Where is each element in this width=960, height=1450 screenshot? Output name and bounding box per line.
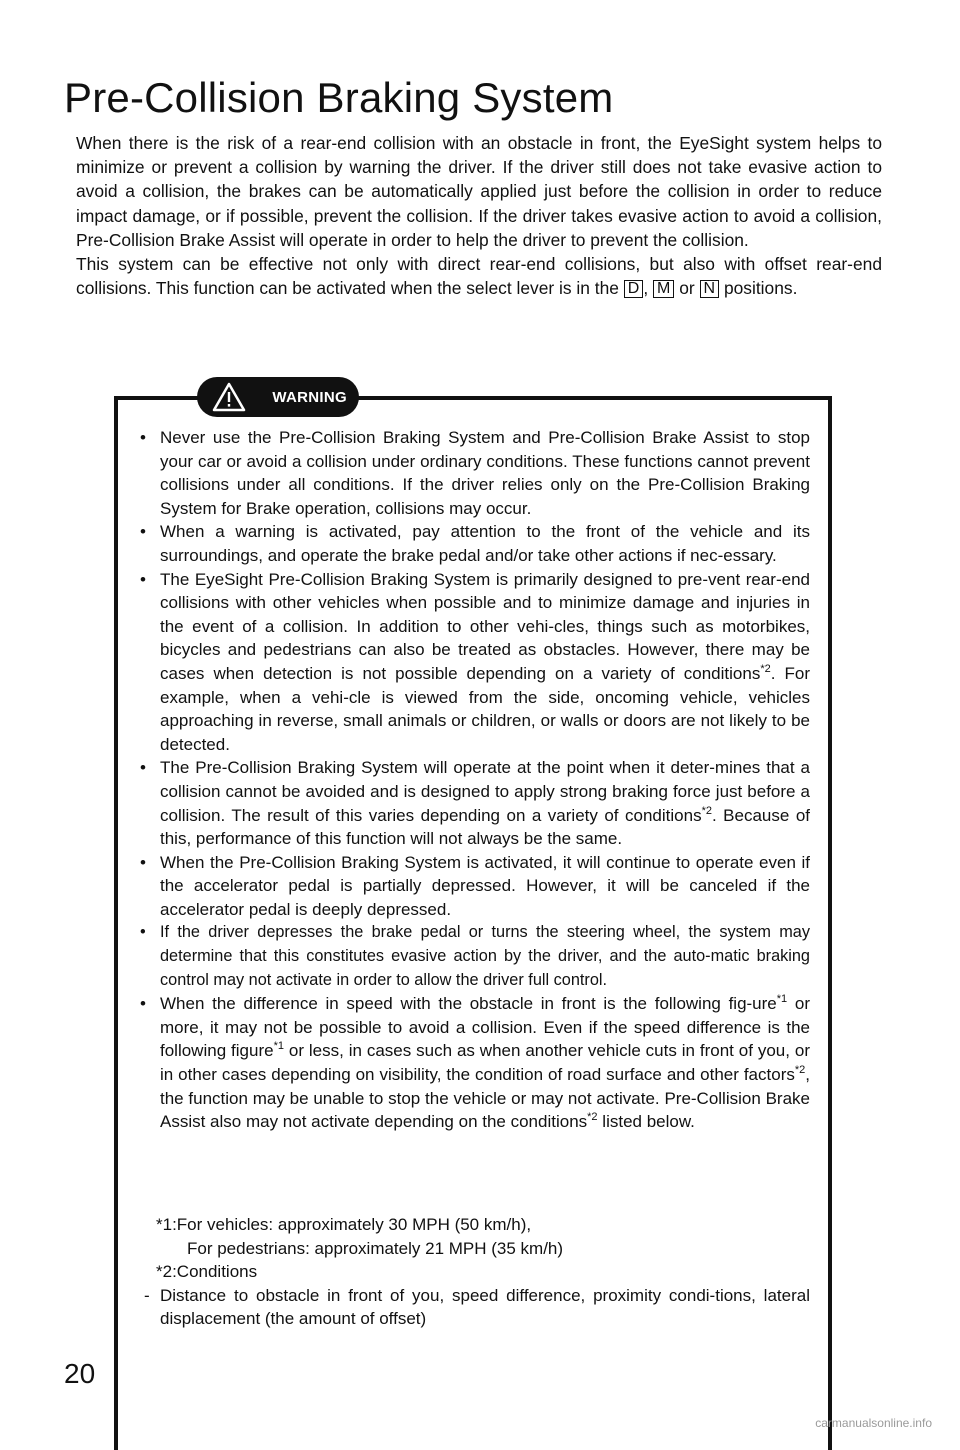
lever-m-symbol: M bbox=[653, 280, 674, 298]
warning-item-text: , the function may be unable to stop the vehicle or may not activate. Pre-Collision Brake Assist also may not activate depending on the conditions bbox=[160, 1065, 810, 1132]
bullet: • bbox=[140, 923, 146, 942]
warning-item-text: . For example, when a vehi-cle is viewed from the side, oncoming vehicle, vehicles approaching in reverse, small animals or children, or walls or doors are not likely to be detected. bbox=[160, 663, 810, 754]
warning-item bbox=[140, 756, 810, 850]
bullet: • bbox=[140, 758, 146, 778]
warning-item-text: If the driver depresses the brake pedal or turns the steering wheel, the system may determine that this constitutes evasive action by the driver, and the auto-matic braking control may not activate in order to allow the driver full control. bbox=[160, 923, 810, 989]
footnote-ref: *2 bbox=[701, 804, 712, 817]
dash: - bbox=[144, 1285, 150, 1305]
warning-triangle-icon bbox=[211, 381, 247, 413]
warning-item bbox=[140, 520, 810, 567]
warning-item-text: . Because of this, performance of this function will not always be the same. bbox=[160, 805, 810, 849]
intro-paragraph: When there is the risk of a rear-end collision with an obstacle in front, the EyeSight system helps to minimize or prevent a collision by warning the driver. If the driver still does not take evasive action to avoid a collision, the brakes can be automatically applied just before the collision in order to reduce impact damage, or if possible, prevent the collision. If the driver takes evasive action to avoid a collision, Pre-Collision Brake Assist will operate in order to help the driver to prevent the collision. bbox=[76, 133, 882, 250]
warning-item bbox=[140, 921, 810, 992]
intro-paragraph-lever bbox=[76, 252, 882, 300]
condition-text: Distance to obstacle in front of you, speed difference, proximity condi-tions, lateral displacement (the amount of offset) bbox=[160, 1285, 810, 1329]
page-title: Pre-Collision Braking System bbox=[64, 74, 614, 121]
comma: , bbox=[643, 278, 649, 299]
warning-item-text: or less, in cases such as when another vehicle cuts in front of you, or in other cases depending on visibility, the condition of road surface and other factors bbox=[160, 1041, 810, 1085]
lever-n-symbol: N bbox=[700, 280, 720, 298]
intro-text bbox=[76, 131, 882, 300]
warning-item-text: or more, it may not be possible to avoid a collision. Even if the speed difference is the following figure bbox=[160, 994, 810, 1061]
warning-item-text: listed below. bbox=[597, 1112, 695, 1132]
footnote-ref: *1 bbox=[273, 1040, 284, 1053]
bullet: • bbox=[140, 428, 146, 447]
warning-label: WARNING bbox=[272, 388, 347, 406]
warning-item-text: Never use the Pre-Collision Braking System and Pre-Collision Brake Assist to stop your car or avoid a collision under ordinary conditions. These functions cannot prevent collisions under all conditions. If the driver relies only on the Pre-Collision Braking System for Brake operation, collisions may occur. bbox=[160, 428, 810, 518]
warning-item-text: When the difference in speed with the obstacle in front is the following fig-ure bbox=[160, 994, 777, 1014]
footnote-1: *1:For vehicles: approximately 30 MPH (50 km/h), bbox=[156, 1215, 532, 1234]
footnote-1-pedestrians: For pedestrians: approximately 21 MPH (35 km/h) bbox=[187, 1238, 564, 1258]
intro-lever-text: This system can be effective not only with direct rear-end collisions, but also with offset rear-end collisions. This function can be activated when the select lever is in the bbox=[76, 254, 882, 299]
warning-item bbox=[140, 426, 810, 520]
footnotes bbox=[140, 1213, 810, 1331]
warning-item bbox=[140, 851, 810, 922]
footnote-ref: *2 bbox=[794, 1064, 806, 1077]
or-text: or bbox=[679, 278, 695, 299]
warning-item-text: When the Pre-Collision Braking System is activated, it will continue to operate even if the accelerator pedal is partially depressed. However, it will be canceled if the accelerator pedal is deeply depressed. bbox=[160, 852, 810, 919]
footnote-ref: *2 bbox=[760, 662, 771, 675]
bullet: • bbox=[140, 852, 146, 872]
page-number: 20 bbox=[64, 1358, 96, 1389]
warning-list bbox=[140, 426, 810, 1134]
positions-text: positions. bbox=[723, 278, 798, 299]
footnote-ref: *2 bbox=[587, 1111, 598, 1124]
warning-badge bbox=[197, 377, 359, 417]
lever-d-symbol: D bbox=[624, 280, 644, 298]
warning-item bbox=[140, 568, 810, 757]
footnote-ref: *1 bbox=[776, 993, 788, 1006]
bullet: • bbox=[140, 569, 146, 589]
bullet: • bbox=[140, 994, 146, 1014]
watermark: carmanualsonline.info bbox=[815, 1416, 932, 1430]
warning-item-text: The Pre-Collision Braking System will operate at the point when it deter-mines that a collision cannot be avoided and is designed to apply strong braking force just before a collision. The result of this varies depending on a variety of conditions bbox=[160, 758, 810, 825]
footnote-2: *2:Conditions bbox=[156, 1262, 258, 1282]
condition-item bbox=[140, 1284, 810, 1331]
warning-item bbox=[140, 992, 810, 1134]
bullet: • bbox=[140, 522, 146, 542]
warning-item-text: The EyeSight Pre-Collision Braking System is primarily designed to pre-vent rear-end collisions with other vehicles when possible and to minimize damage and injuries in the event of a collision. In addition to other vehi-cles, things such as motorbikes, bicycles and pedestrians can also be treated as obstacles. However, there may be cases when detection is not possible depending on a variety of conditions bbox=[160, 569, 810, 683]
warning-item-text: When a warning is activated, pay attention to the front of the vehicle and its surroundings, and operate the brake pedal and/or take other actions if nec-essary. bbox=[160, 522, 810, 565]
